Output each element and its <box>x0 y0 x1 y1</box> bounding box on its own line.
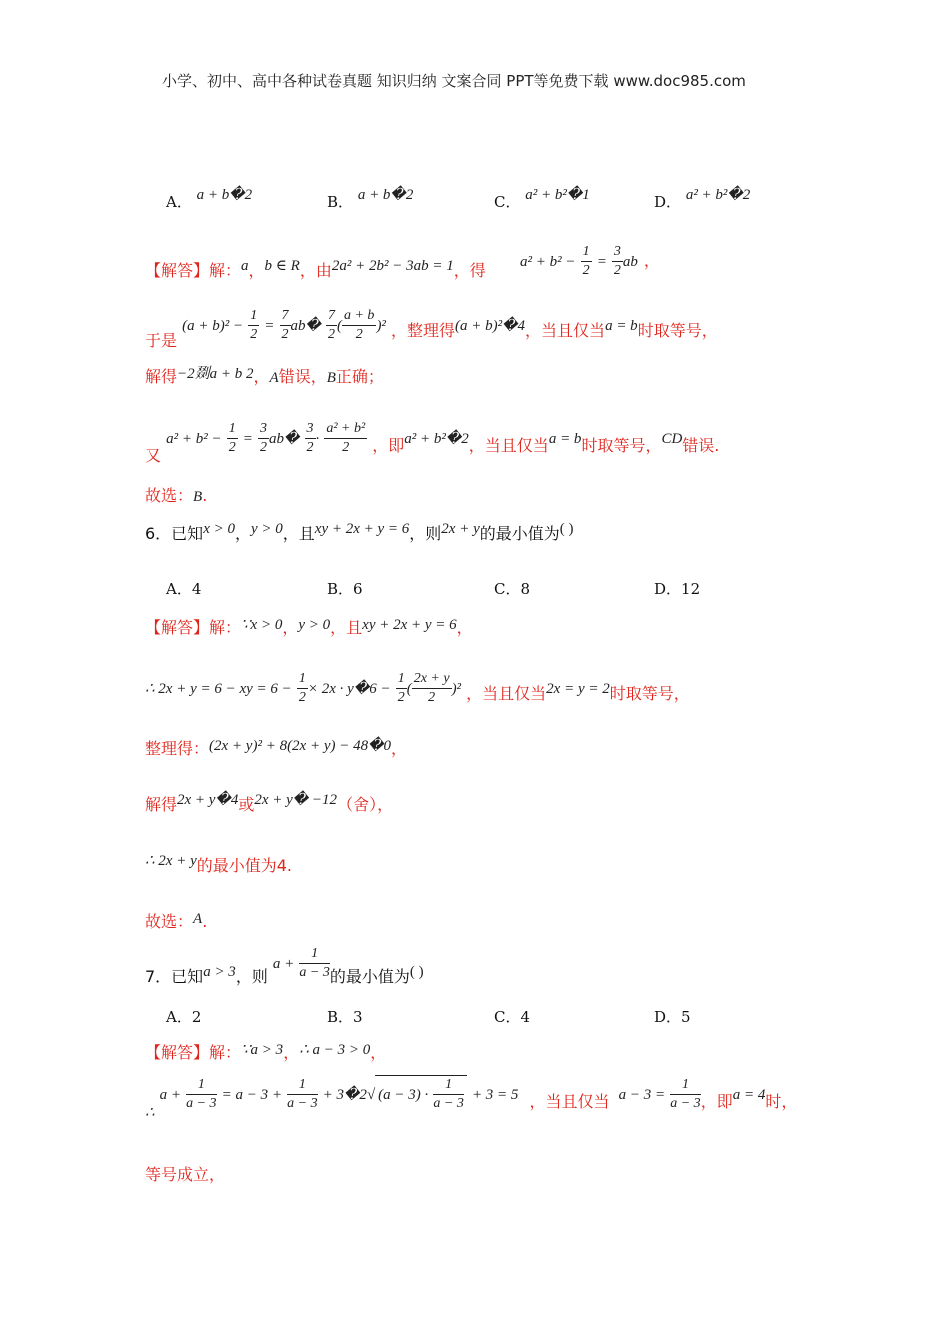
q6-solution-line2: ∴ 2x + y = 6 − xy = 6 − $\frac{1}{2}$ × 2x · y�6 − $\frac{1}{2}$ ( $\frac{2x + y}{2}$ )² ，当且仅当2x = y = 2时取等号， <box>145 671 690 705</box>
q6-option-d: D．12 <box>654 580 701 598</box>
q5-option-a: A． a + b�2 <box>166 187 253 211</box>
q7-solution-line2: ∴ a + $\frac{1}{a - 3}$ = a − 3 + $\frac{1}{a - 3}$ + 3�2√ (a − 3) · $\frac{1}{a - 3}$ + 3 = 5 ，当且仅当 a − 3 = $\frac{1}{a - 3}$ ，即a = 4时， <box>145 1077 798 1121</box>
q5-solution-line3: 解得−2剟a + b 2，A错误，B正确； <box>145 366 384 386</box>
q7-option-b: B．3 <box>327 1008 363 1026</box>
q7-solution-line3: 等号成立， <box>145 1165 226 1184</box>
q5-solution-line1-eq: a² + b² − $\frac{1}{2}$ = $\frac{3}{2}$ ab ， <box>520 244 660 278</box>
q5-option-b: B． a + b�2 <box>327 187 414 211</box>
q7-option-a: A．2 <box>166 1008 202 1026</box>
q6-option-a: A．4 <box>166 580 202 598</box>
q5-answer: 故选：B. <box>145 486 208 505</box>
q6-solution-line3: 整理得：(2x + y)² + 8(2x + y) − 48�0， <box>145 738 408 758</box>
q5-solution-line1: 【解答】解：a，b ∈ R，由2a² + 2b² − 3ab = 1，得 <box>145 258 486 280</box>
q7-question: 7．已知a > 3，则 a + $\frac{1}{a - 3}$ 的最小值为( ) <box>145 946 424 986</box>
q7-solution-line1: 【解答】解：∵a > 3，∴ a − 3 > 0， <box>145 1042 387 1062</box>
q5-option-d: D． a² + b²�2 <box>654 187 751 211</box>
q5-solution-line4: 又 a² + b² − $\frac{1}{2}$ = $\frac{3}{2}$ ab� $\frac{3}{2}$ · $\frac{\text{a² + b²}}{2}$ ，即a² + b²�2，当且仅当a = b时取等号，CD错误. <box>145 421 720 465</box>
q6-solution-line4: 解得2x + y�4或2x + y� −12（舍）， <box>145 792 394 814</box>
q6-option-c: C．8 <box>494 580 531 598</box>
page-header: 小学、初中、高中各种试卷真题 知识归纳 文案合同 PPT等免费下载 www.doc985.com <box>162 72 746 90</box>
q6-option-b: B．6 <box>327 580 363 598</box>
q6-question: 6．已知x > 0，y > 0，且xy + 2x + y = 6，则2x + y的最小值为( ) <box>145 521 574 543</box>
q5-option-c: C． a² + b²�1 <box>494 187 590 211</box>
q6-solution-line5: ∴ 2x + y的最小值为4. <box>145 853 293 875</box>
q6-answer: 故选：A. <box>145 911 208 931</box>
q7-option-d: D．5 <box>654 1008 691 1026</box>
q7-option-c: C．4 <box>494 1008 531 1026</box>
q6-solution-line1: 【解答】解：∵x > 0，y > 0，且xy + 2x + y = 6， <box>145 617 473 637</box>
q5-solution-line2: 于是 (a + b)² − $\frac{1}{2}$ = $\frac{7}{2}$ ab� $\frac{7}{2}$ ( $\frac{a + b}{2}$ )² ，整理得(a + b)²�4，当且仅当a = b时取等号， <box>145 308 718 350</box>
